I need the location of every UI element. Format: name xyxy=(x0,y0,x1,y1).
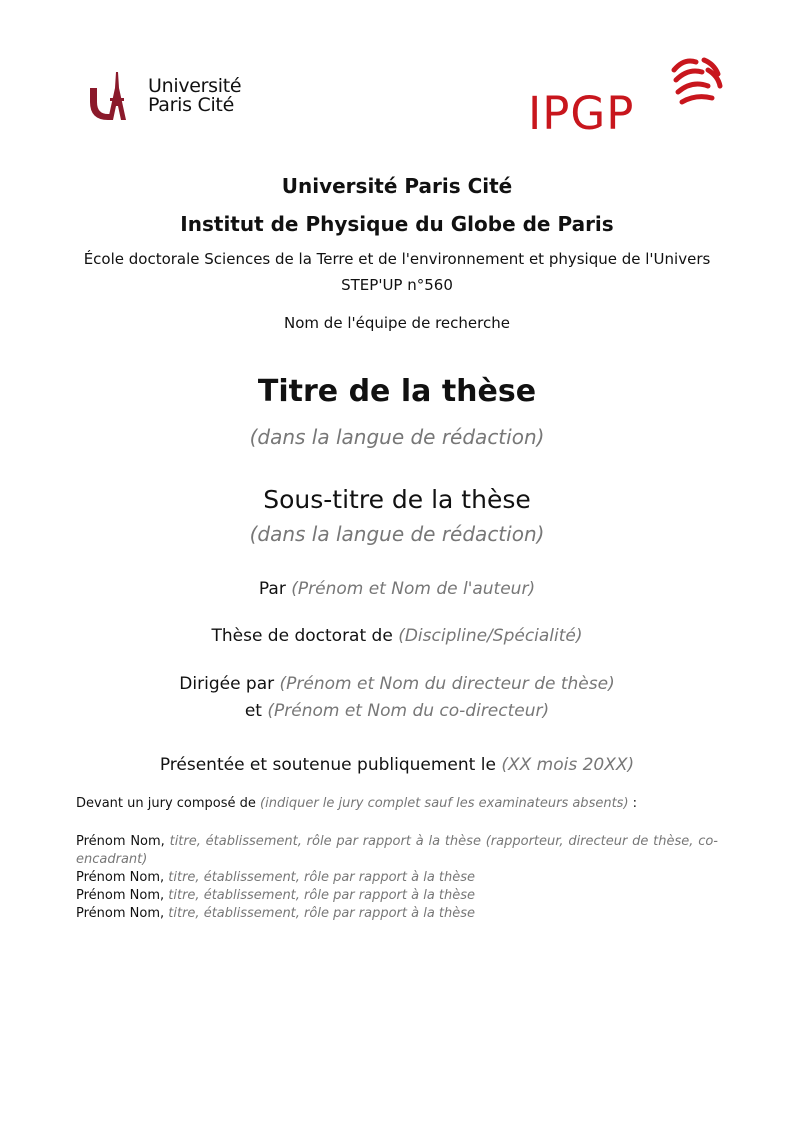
discipline-label: Thèse de doctorat de xyxy=(211,626,393,646)
ipgp-logo-text: IPGP xyxy=(528,87,635,140)
jury-member-name: Prénom Nom, xyxy=(76,888,165,903)
ipgp-logo xyxy=(528,56,728,140)
discipline-placeholder: (Discipline/Spécialité) xyxy=(398,626,583,646)
jury-member-name: Prénom Nom, xyxy=(76,870,165,885)
director-line xyxy=(0,674,794,694)
jury-member-details: titre, établissement, rôle par rapport à la thèse xyxy=(168,906,476,921)
jury-member-details: titre, établissement, rôle par rapport à la thèse (rapporteur, directeur de thèse, co-encadrant) xyxy=(76,834,718,867)
jury-member-details: titre, établissement, rôle par rapport à la thèse xyxy=(168,870,476,885)
jury-member-details: titre, établissement, rôle par rapport à la thèse xyxy=(168,888,476,903)
institute-name: Institut de Physique du Globe de Paris xyxy=(180,212,614,236)
jury-intro xyxy=(76,795,718,813)
director-label: Dirigée par xyxy=(179,674,275,694)
author-placeholder: (Prénom et Nom de l'auteur) xyxy=(291,579,536,599)
eiffel-tower-icon xyxy=(88,68,144,124)
subtitle-language-note: (dans la langue de rédaction) xyxy=(249,522,545,546)
jury-member-list xyxy=(76,833,718,923)
seismic-waves-icon xyxy=(664,56,724,108)
jury-member xyxy=(76,833,718,869)
director-placeholder: (Prénom et Nom du directeur de thèse) xyxy=(279,674,615,694)
jury-member-name: Prénom Nom, xyxy=(76,834,165,849)
jury-member xyxy=(76,869,718,887)
thesis-subtitle: Sous-titre de la thèse xyxy=(263,485,531,514)
upc-logo-line2: Paris Cité xyxy=(148,94,234,116)
doctoral-school: École doctorale Sciences de la Terre et de l'environnement et physique de l'Univers xyxy=(83,250,711,268)
jury-member xyxy=(76,887,718,905)
research-team: Nom de l'équipe de recherche xyxy=(284,314,510,332)
jury-intro-placeholder: (indiquer le jury complet sauf les examinateurs absents) xyxy=(260,796,629,811)
codirector-placeholder: (Prénom et Nom du co-directeur) xyxy=(267,701,550,721)
universite-paris-cite-logo xyxy=(88,66,278,126)
codirector-line xyxy=(0,701,794,721)
doctoral-school-number: STEP'UP n°560 xyxy=(341,276,453,294)
author-line xyxy=(0,579,794,599)
upc-logo-line1: Université xyxy=(148,75,242,97)
defense-label: Présentée et soutenue publiquement le xyxy=(159,755,496,775)
jury-member xyxy=(76,905,718,923)
jury-member-name: Prénom Nom, xyxy=(76,906,165,921)
defense-placeholder: (XX mois 20XX) xyxy=(501,755,635,775)
discipline-line xyxy=(0,626,794,646)
jury-intro-suffix: : xyxy=(632,796,638,811)
title-language-note: (dans la langue de rédaction) xyxy=(249,425,545,449)
university-name: Université Paris Cité xyxy=(281,174,513,198)
thesis-title: Titre de la thèse xyxy=(257,374,537,409)
codirector-label: et xyxy=(244,701,262,721)
jury-intro-label: Devant un jury composé de xyxy=(76,796,256,811)
author-label: Par xyxy=(258,579,286,599)
defense-line xyxy=(0,755,794,775)
